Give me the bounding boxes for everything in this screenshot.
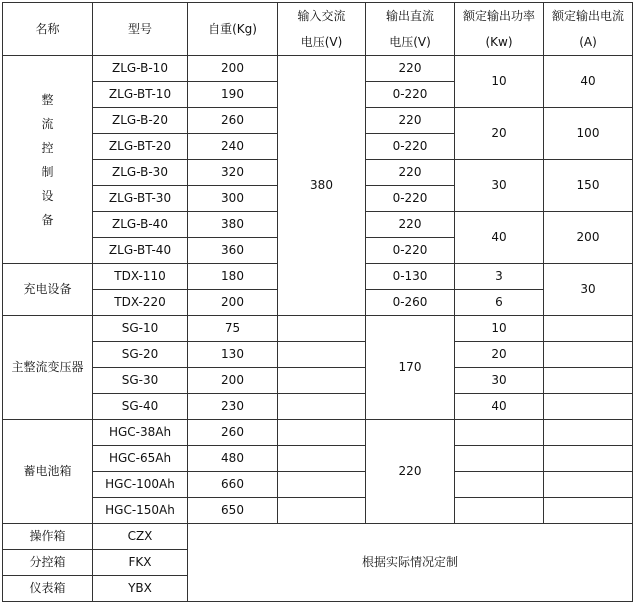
table-row xyxy=(3,446,633,472)
model-cell: TDX-220 xyxy=(93,290,188,316)
current-cell: 100 xyxy=(544,108,633,160)
header-rated-power-line1: 额定输出功率 xyxy=(462,9,535,23)
ac-input-cell xyxy=(278,368,366,394)
header-name: 名称 xyxy=(3,3,93,56)
model-cell: HGC-65Ah xyxy=(93,446,188,472)
power-cell: 30 xyxy=(455,160,544,212)
charger-group-name: 充电设备 xyxy=(3,264,93,316)
power-cell xyxy=(455,472,544,498)
model-cell: YBX xyxy=(93,576,188,602)
rectifier-name-char: 控 xyxy=(41,140,54,155)
misc-name-cell: 操作箱 xyxy=(3,524,93,550)
table-row xyxy=(3,56,633,82)
power-cell: 10 xyxy=(455,56,544,108)
current-cell xyxy=(544,498,633,524)
table-row xyxy=(3,524,633,550)
ac-input-cell xyxy=(278,446,366,472)
header-rated-current xyxy=(544,3,633,56)
ac-input-cell xyxy=(278,316,366,342)
spec-table xyxy=(2,2,633,602)
dc-output-cell: 170 xyxy=(366,316,455,420)
table-row xyxy=(3,394,633,420)
header-weight: 自重(Kg) xyxy=(188,3,278,56)
weight-cell: 75 xyxy=(188,316,278,342)
dc-output-cell: 0-260 xyxy=(366,290,455,316)
model-cell: ZLG-B-30 xyxy=(93,160,188,186)
power-cell: 40 xyxy=(455,212,544,264)
model-cell: ZLG-BT-20 xyxy=(93,134,188,160)
weight-cell: 230 xyxy=(188,394,278,420)
weight-cell: 240 xyxy=(188,134,278,160)
ac-input-cell xyxy=(278,394,366,420)
battery-group-name: 蓄电池箱 xyxy=(3,420,93,524)
weight-cell: 650 xyxy=(188,498,278,524)
power-cell: 3 xyxy=(455,264,544,290)
weight-cell: 180 xyxy=(188,264,278,290)
current-cell xyxy=(544,316,633,342)
current-cell xyxy=(544,342,633,368)
ac-input-cell xyxy=(278,342,366,368)
ac-input-cell xyxy=(278,498,366,524)
power-cell: 10 xyxy=(455,316,544,342)
model-cell: ZLG-BT-40 xyxy=(93,238,188,264)
model-cell: HGC-38Ah xyxy=(93,420,188,446)
table-row xyxy=(3,342,633,368)
current-cell: 40 xyxy=(544,56,633,108)
ac-input-cell xyxy=(278,472,366,498)
current-cell: 30 xyxy=(544,264,633,316)
table-row xyxy=(3,368,633,394)
table-row xyxy=(3,316,633,342)
header-ac-input-line2: 电压(V) xyxy=(300,35,343,49)
model-cell: HGC-150Ah xyxy=(93,498,188,524)
weight-cell: 380 xyxy=(188,212,278,238)
dc-output-cell: 220 xyxy=(366,160,455,186)
power-cell xyxy=(455,498,544,524)
power-cell xyxy=(455,420,544,446)
current-cell xyxy=(544,446,633,472)
power-cell xyxy=(455,446,544,472)
rectifier-name-char: 流 xyxy=(41,116,54,131)
power-cell: 40 xyxy=(455,394,544,420)
weight-cell: 200 xyxy=(188,290,278,316)
model-cell: ZLG-BT-30 xyxy=(93,186,188,212)
header-ac-input xyxy=(278,3,366,56)
weight-cell: 260 xyxy=(188,420,278,446)
current-cell xyxy=(544,368,633,394)
dc-output-cell: 220 xyxy=(366,108,455,134)
header-model: 型号 xyxy=(93,3,188,56)
weight-cell: 320 xyxy=(188,160,278,186)
table-row xyxy=(3,420,633,446)
model-cell: SG-40 xyxy=(93,394,188,420)
ac-input-shared-cell: 380 xyxy=(278,56,366,316)
weight-cell: 200 xyxy=(188,56,278,82)
dc-output-cell: 0-130 xyxy=(366,264,455,290)
header-rated-current-line2: (A) xyxy=(579,35,597,49)
header-rated-power-line2: (Kw) xyxy=(485,35,513,49)
table-row xyxy=(3,472,633,498)
header-dc-output-line2: 电压(V) xyxy=(389,35,431,49)
transformer-group-name: 主整流变压器 xyxy=(3,316,93,420)
header-ac-input-line1: 输入交流 xyxy=(297,9,346,23)
header-row xyxy=(3,3,633,56)
header-rated-current-line1: 额定输出电流 xyxy=(551,9,624,23)
power-cell: 30 xyxy=(455,368,544,394)
power-cell: 6 xyxy=(455,290,544,316)
weight-cell: 130 xyxy=(188,342,278,368)
dc-output-cell: 220 xyxy=(366,212,455,238)
weight-cell: 190 xyxy=(188,82,278,108)
misc-name-cell: 仪表箱 xyxy=(3,576,93,602)
current-cell: 200 xyxy=(544,212,633,264)
current-cell xyxy=(544,420,633,446)
model-cell: ZLG-BT-10 xyxy=(93,82,188,108)
model-cell: SG-20 xyxy=(93,342,188,368)
model-cell: HGC-100Ah xyxy=(93,472,188,498)
custom-note: 根据实际情况定制 xyxy=(188,524,633,602)
power-cell: 20 xyxy=(455,342,544,368)
rectifier-name-char: 设 xyxy=(41,188,54,203)
weight-cell: 200 xyxy=(188,368,278,394)
dc-output-cell: 0-220 xyxy=(366,238,455,264)
model-cell: FKX xyxy=(93,550,188,576)
current-cell: 150 xyxy=(544,160,633,212)
dc-output-cell: 0-220 xyxy=(366,82,455,108)
ac-input-cell xyxy=(278,420,366,446)
rectifier-group-name xyxy=(3,56,93,264)
model-cell: SG-30 xyxy=(93,368,188,394)
dc-output-cell: 0-220 xyxy=(366,134,455,160)
dc-output-cell: 220 xyxy=(366,56,455,82)
rectifier-name-char: 制 xyxy=(41,164,54,179)
dc-output-cell: 220 xyxy=(366,420,455,524)
weight-cell: 480 xyxy=(188,446,278,472)
rectifier-name-char: 备 xyxy=(41,212,54,227)
header-dc-output xyxy=(366,3,455,56)
weight-cell: 660 xyxy=(188,472,278,498)
dc-output-cell: 0-220 xyxy=(366,186,455,212)
current-cell xyxy=(544,472,633,498)
model-cell: SG-10 xyxy=(93,316,188,342)
header-rated-power xyxy=(455,3,544,56)
rectifier-name-char: 整 xyxy=(41,92,54,107)
model-cell: TDX-110 xyxy=(93,264,188,290)
weight-cell: 360 xyxy=(188,238,278,264)
misc-name-cell: 分控箱 xyxy=(3,550,93,576)
header-dc-output-line1: 输出直流 xyxy=(385,9,434,23)
table-row xyxy=(3,498,633,524)
weight-cell: 300 xyxy=(188,186,278,212)
model-cell: CZX xyxy=(93,524,188,550)
model-cell: ZLG-B-20 xyxy=(93,108,188,134)
weight-cell: 260 xyxy=(188,108,278,134)
model-cell: ZLG-B-10 xyxy=(93,56,188,82)
current-cell xyxy=(544,394,633,420)
model-cell: ZLG-B-40 xyxy=(93,212,188,238)
power-cell: 20 xyxy=(455,108,544,160)
